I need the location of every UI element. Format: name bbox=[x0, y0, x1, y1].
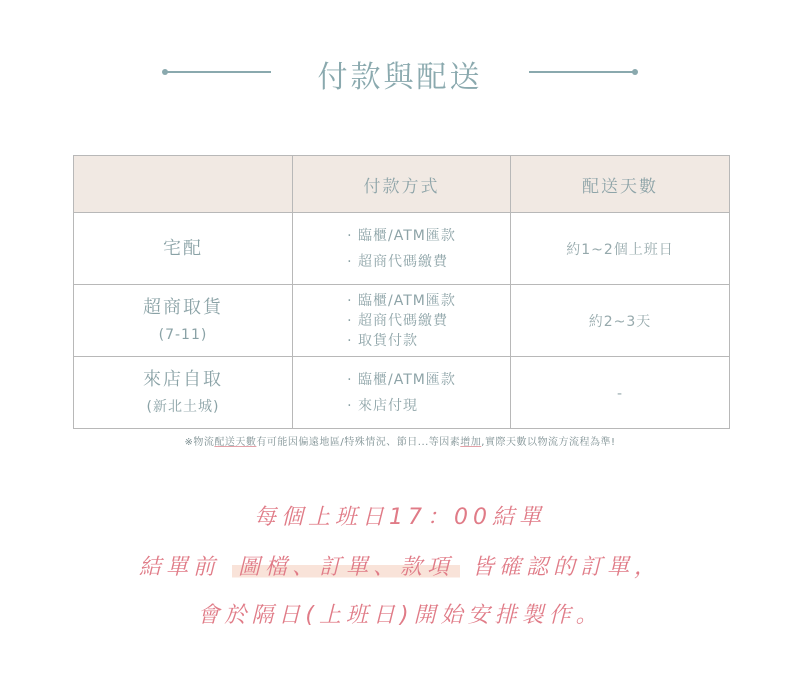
footnote-underline: 配送天數 bbox=[214, 437, 257, 448]
delivery-type-note: (7-11) bbox=[158, 326, 208, 343]
delivery-type-cell bbox=[74, 357, 293, 429]
note-text: 結單前 bbox=[138, 555, 220, 580]
payment-method-list bbox=[347, 223, 456, 275]
delivery-days-value: - bbox=[616, 386, 624, 402]
note-text: 皆確認的訂單， bbox=[472, 555, 662, 580]
delivery-days-value: 約1~2個上班日 bbox=[566, 241, 674, 258]
table-row-home-delivery bbox=[74, 213, 730, 285]
payment-methods-cell bbox=[293, 285, 511, 357]
delivery-type-name: 宅配 bbox=[163, 237, 203, 259]
delivery-days-cell bbox=[511, 285, 730, 357]
payment-method-item: · 來店付現 bbox=[347, 397, 419, 414]
delivery-days-cell bbox=[511, 213, 730, 285]
delivery-type-name: 來店自取 bbox=[143, 368, 223, 390]
delivery-type-cell bbox=[74, 213, 293, 285]
payment-method-item: · 臨櫃/ATM匯款 bbox=[347, 227, 456, 244]
delivery-type-name: 超商取貨 bbox=[143, 296, 223, 318]
production-schedule-note: 會於隔日(上班日)開始安排製作。 bbox=[197, 603, 603, 628]
order-confirm-note bbox=[0, 550, 800, 581]
delivery-days-cell bbox=[511, 357, 730, 429]
highlighted-note-text: 圖檔、訂單、款項 bbox=[232, 555, 460, 580]
header-payment-method: 付款方式 bbox=[293, 156, 511, 213]
page-title: 付款與配送 bbox=[317, 60, 483, 95]
footnote-text: ,實際天數以物流方流程為準! bbox=[481, 437, 616, 448]
payment-method-list bbox=[347, 367, 456, 419]
table-row-convenience-pickup bbox=[74, 285, 730, 357]
table-header-row bbox=[74, 156, 730, 213]
header-cell-empty bbox=[74, 156, 293, 213]
payment-method-item: · 臨櫃/ATM匯款 bbox=[347, 371, 456, 388]
payment-shipping-table bbox=[73, 155, 730, 429]
payment-methods-cell bbox=[293, 357, 511, 429]
delivery-type-cell bbox=[74, 285, 293, 357]
delivery-type-note: (新北土城) bbox=[146, 398, 220, 415]
footnote-underline: 增加 bbox=[460, 437, 482, 448]
payment-method-list bbox=[347, 291, 456, 351]
header-delivery-days: 配送天數 bbox=[511, 156, 730, 213]
payment-method-item: · 超商代碼繳費 bbox=[347, 253, 449, 270]
delivery-days-value: 約2~3天 bbox=[588, 313, 652, 330]
footnote-text: ※物流 bbox=[184, 437, 215, 448]
shipping-footnote bbox=[0, 433, 800, 448]
payment-method-item: · 取貨付款 bbox=[347, 332, 419, 349]
title-decoration-right bbox=[529, 71, 635, 73]
payment-method-item: · 臨櫃/ATM匯款 bbox=[347, 292, 456, 309]
table-row-store-pickup bbox=[74, 357, 730, 429]
section-title-row bbox=[0, 50, 800, 94]
payment-method-item: · 超商代碼繳費 bbox=[347, 312, 449, 329]
order-cutoff-note: 每個上班日17：00結單 bbox=[254, 505, 546, 530]
payment-methods-cell bbox=[293, 213, 511, 285]
footnote-text: 有可能因偏遠地區/特殊情況、節日...等因素 bbox=[256, 437, 461, 448]
